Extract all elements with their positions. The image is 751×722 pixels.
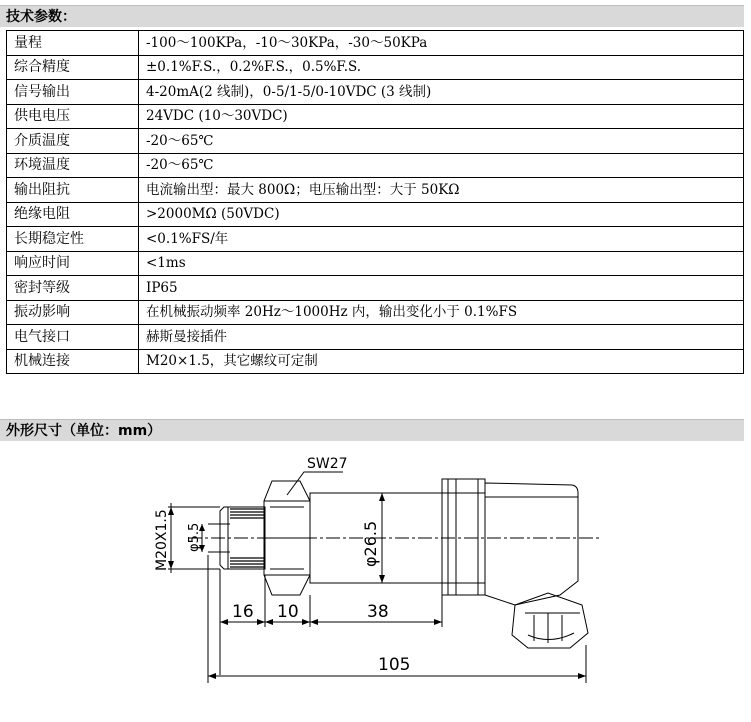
spec-row <box>7 55 744 80</box>
spec-label: 绝缘电阻 <box>7 202 139 227</box>
spec-row <box>7 300 744 325</box>
wrench-size-label: SW27 <box>307 456 348 472</box>
spec-value: >2000MΩ (50VDC) <box>139 202 744 227</box>
thread-size-label: M20X1.5 <box>154 509 170 571</box>
spec-value: 在机械振动频率 20Hz～1000Hz 内，输出变化小于 0.1%FS <box>139 300 744 325</box>
dim-10-label: 10 <box>277 602 299 622</box>
spec-row <box>7 153 744 178</box>
spec-label: 振动影响 <box>7 300 139 325</box>
spec-label: 量程 <box>7 31 139 56</box>
spec-row <box>7 104 744 129</box>
spec-table <box>6 30 744 374</box>
spec-label: 信号输出 <box>7 80 139 105</box>
spec-row <box>7 251 744 276</box>
spec-label: 机械连接 <box>7 349 139 374</box>
spec-label: 密封等级 <box>7 276 139 301</box>
spec-value: -100～100KPa，-10～30KPa，-30～50KPa <box>139 31 744 56</box>
spec-row <box>7 178 744 203</box>
dim-16-label: 16 <box>232 602 254 622</box>
bore-diameter-label: φ5.5 <box>187 522 202 552</box>
spec-value: M20×1.5，其它螺纹可定制 <box>139 349 744 374</box>
spec-value: ±0.1%F.S.，0.2%F.S.，0.5%F.S. <box>139 55 744 80</box>
spec-label: 介质温度 <box>7 129 139 154</box>
spec-row <box>7 202 744 227</box>
spec-value: -20～65℃ <box>139 153 744 178</box>
dim-105-label: 105 <box>378 655 411 675</box>
spec-label: 环境温度 <box>7 153 139 178</box>
spec-value: 4-20mA(2 线制)，0-5/1-5/0-10VDC (3 线制) <box>139 80 744 105</box>
body-diameter-label: φ26.5 <box>361 520 380 567</box>
spec-value: IP65 <box>139 276 744 301</box>
spec-row <box>7 325 744 350</box>
dimensions-header: 外形尺寸（单位：mm） <box>0 419 744 441</box>
dimension-drawing <box>0 445 751 722</box>
spec-row <box>7 227 744 252</box>
spec-value: 24VDC (10～30VDC) <box>139 104 744 129</box>
technical-parameters-header: 技术参数： <box>0 5 744 27</box>
spec-value: <1ms <box>139 251 744 276</box>
spec-label: 电气接口 <box>7 325 139 350</box>
spec-value: 电流输出型：最大 800Ω；电压输出型：大于 50KΩ <box>139 178 744 203</box>
spec-value: -20～65℃ <box>139 129 744 154</box>
spec-label: 长期稳定性 <box>7 227 139 252</box>
spec-row <box>7 31 744 56</box>
spec-value: <0.1%FS/年 <box>139 227 744 252</box>
dim-38-label: 38 <box>367 602 389 622</box>
connector-housing <box>485 483 578 605</box>
spec-row <box>7 349 744 374</box>
spec-label: 响应时间 <box>7 251 139 276</box>
wrench-leader <box>287 472 343 495</box>
spec-value: 赫斯曼接插件 <box>139 325 744 350</box>
spec-row <box>7 276 744 301</box>
spec-row <box>7 80 744 105</box>
spec-label: 供电电压 <box>7 104 139 129</box>
spec-label: 输出阻抗 <box>7 178 139 203</box>
spec-label: 综合精度 <box>7 55 139 80</box>
spec-row <box>7 129 744 154</box>
